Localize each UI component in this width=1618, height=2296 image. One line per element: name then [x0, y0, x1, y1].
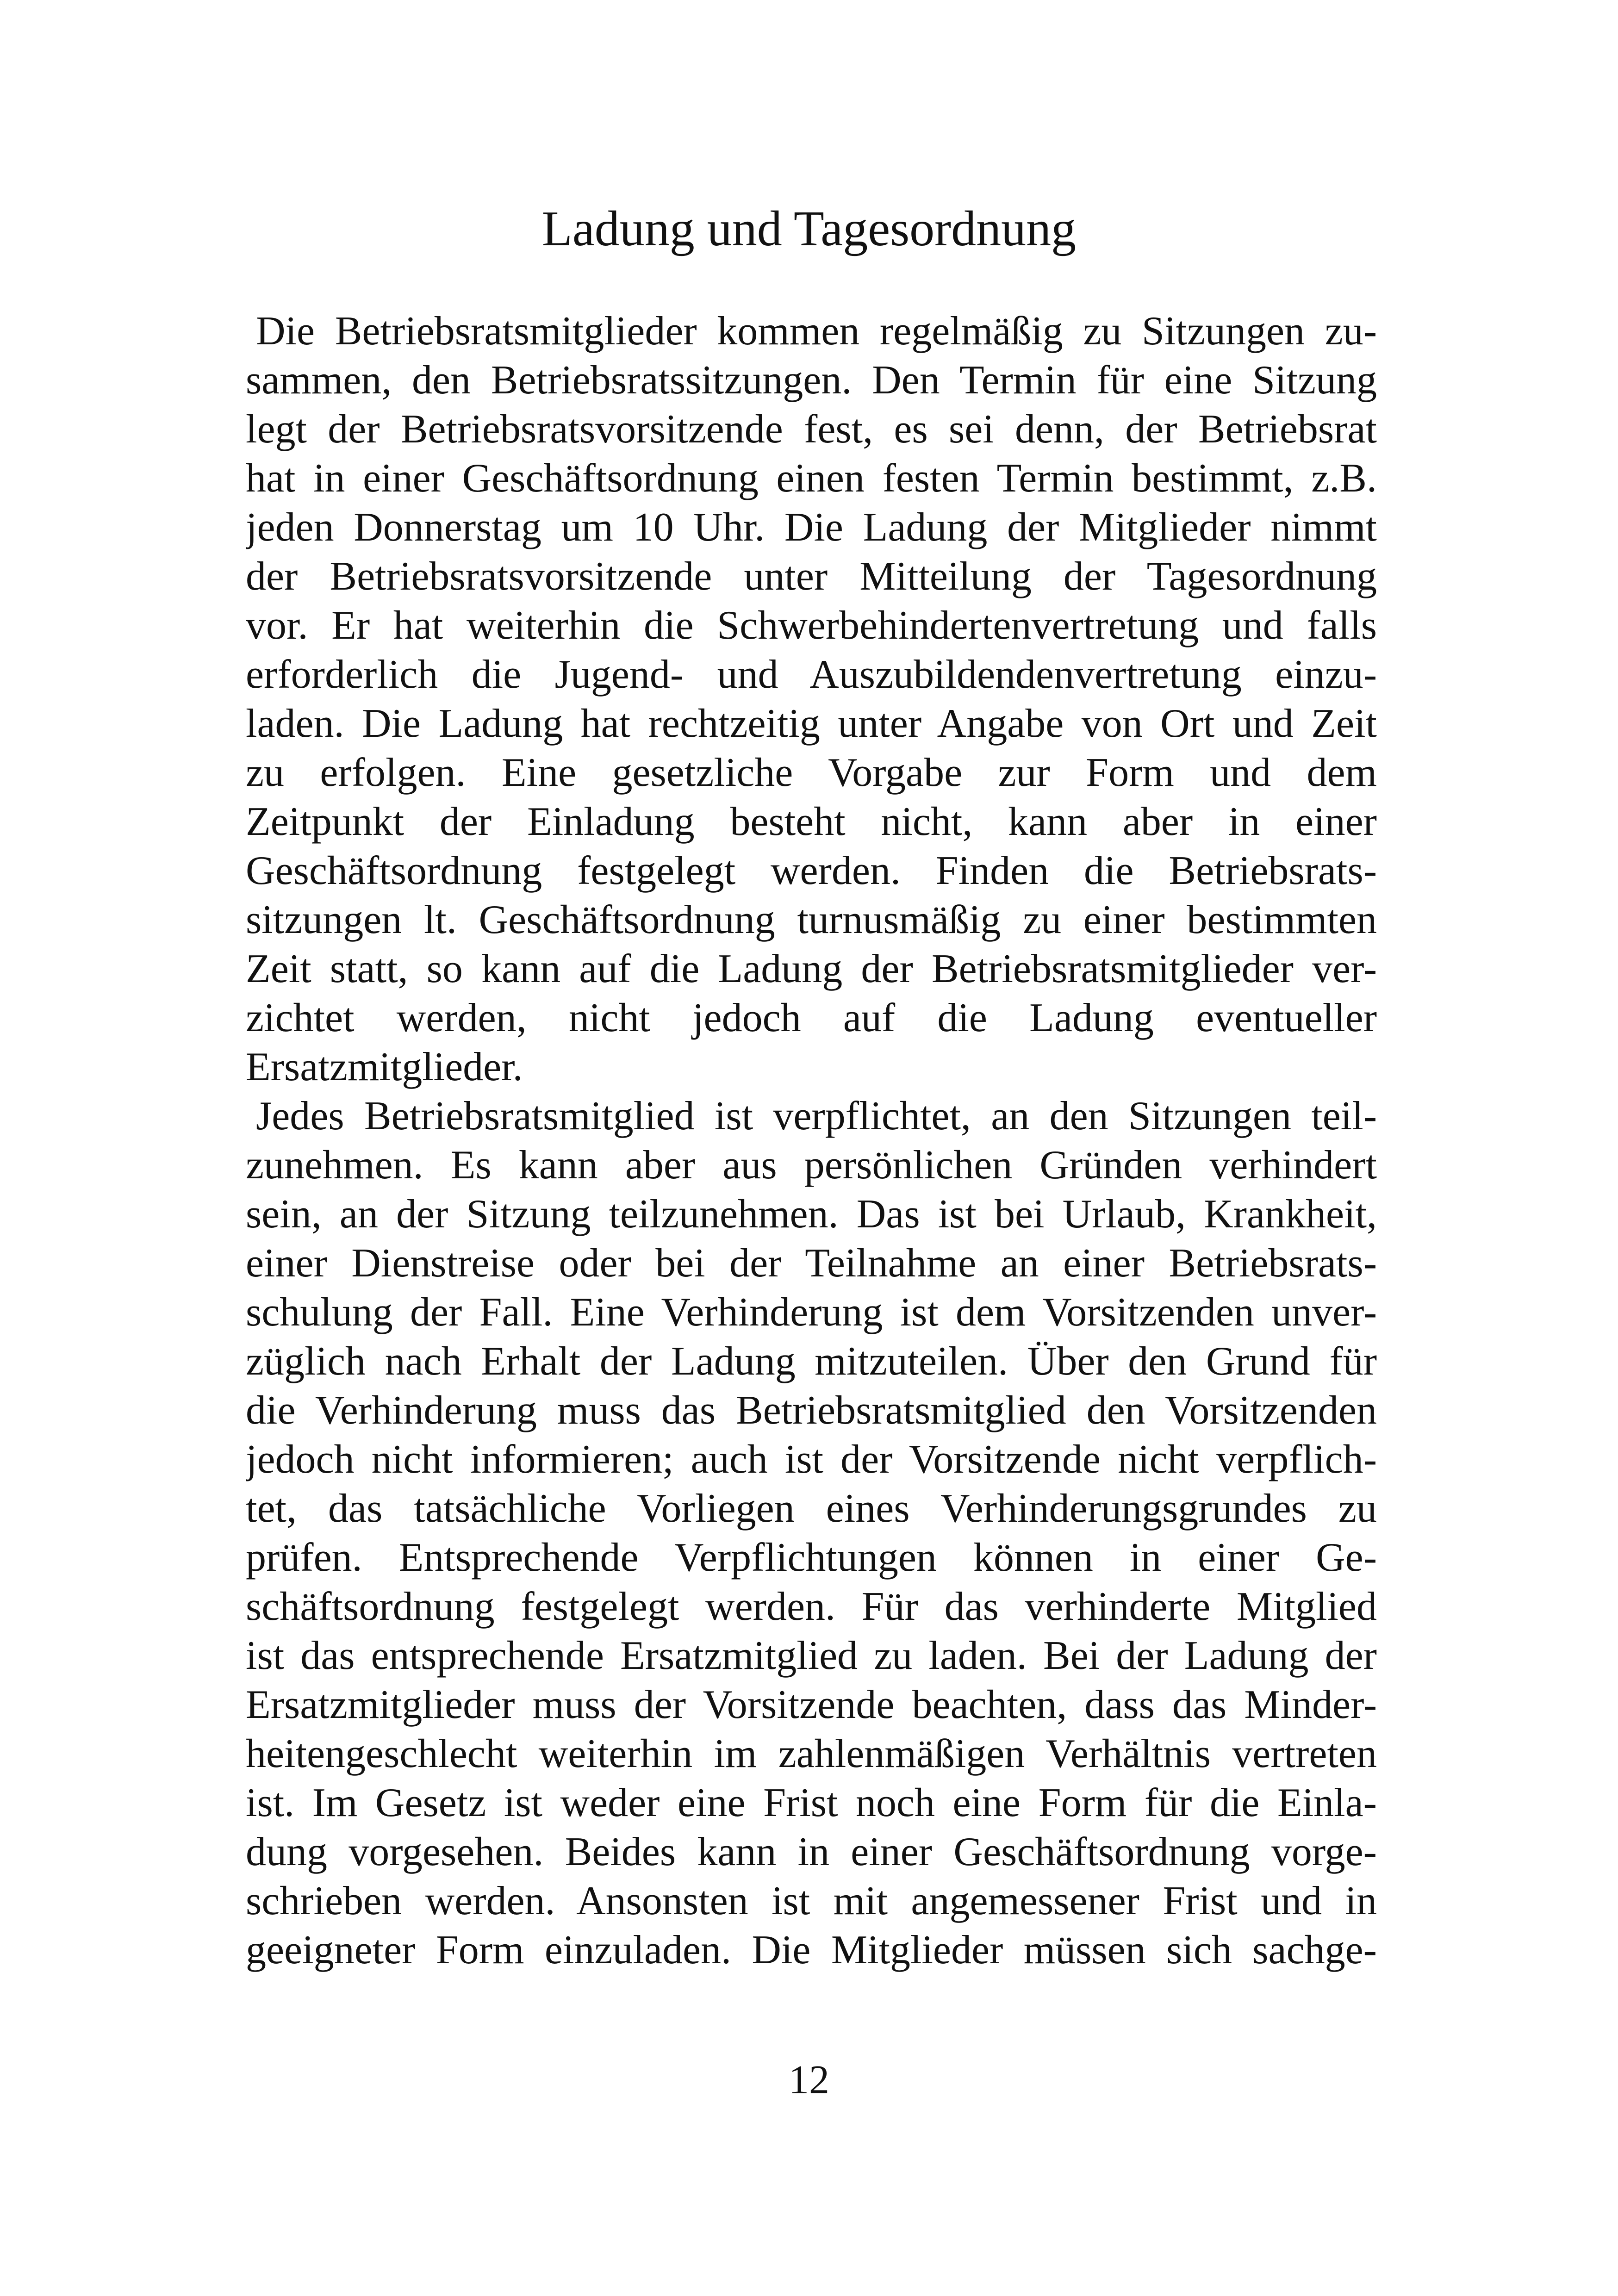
text-line: schrieben werden. Ansonsten ist mit angemessener Frist und in: [246, 1879, 1377, 1923]
text-line: erforderlich die Jugend- und Auszubildendenvertretung einzu-: [246, 652, 1377, 697]
text-line: sitzungen lt. Geschäftsordnung turnusmäßig zu einer bestimmten: [246, 897, 1377, 942]
text-line: prüfen. Entsprechende Verpflichtungen können in einer Ge-: [246, 1535, 1377, 1580]
text-line: jedoch nicht informieren; auch ist der Vorsitzende nicht verpflich-: [246, 1437, 1377, 1482]
text-line: sein, an der Sitzung teilzunehmen. Das ist bei Urlaub, Krankheit,: [246, 1192, 1377, 1237]
text-line: laden. Die Ladung hat rechtzeitig unter Angabe von Ort und Zeit: [246, 701, 1377, 746]
text-line: züglich nach Erhalt der Ladung mitzuteilen. Über den Grund für: [246, 1339, 1377, 1384]
text-line: die Verhinderung muss das Betriebsratsmitglied den Vorsitzenden: [246, 1388, 1377, 1433]
body-text: [246, 307, 1377, 1975]
text-line: vor. Er hat weiterhin die Schwerbehindertenvertretung und falls: [246, 603, 1377, 648]
text-line: heitengeschlecht weiterhin im zahlenmäßigen Verhältnis vertreten: [246, 1731, 1377, 1776]
text-line: dung vorgesehen. Beides kann in einer Geschäftsordnung vorge-: [246, 1829, 1377, 1874]
paragraph-1: [246, 307, 1377, 1092]
text-line: geeigneter Form einzuladen. Die Mitglieder müssen sich sachge-: [246, 1928, 1377, 1972]
text-line: zu erfolgen. Eine gesetzliche Vorgabe zur Form und dem: [246, 750, 1377, 795]
text-line: der Betriebsratsvorsitzende unter Mitteilung der Tagesordnung: [246, 554, 1377, 599]
text-line: ist. Im Gesetz ist weder eine Frist noch eine Form für die Einla-: [246, 1780, 1377, 1825]
text-line: schäftsordnung festgelegt werden. Für das verhinderte Mitglied: [246, 1584, 1377, 1629]
text-line: ist das entsprechende Ersatzmitglied zu laden. Bei der Ladung der: [246, 1633, 1377, 1678]
text-line: tet, das tatsächliche Vorliegen eines Verhinderungsgrundes zu: [246, 1486, 1377, 1531]
text-line: zichtet werden, nicht jedoch auf die Ladung eventueller: [246, 996, 1377, 1040]
text-line: Zeitpunkt der Einladung besteht nicht, kann aber in einer: [246, 799, 1377, 844]
text-line: Ersatzmitglieder muss der Vorsitzende beachten, dass das Minder-: [246, 1682, 1377, 1727]
text-line: Jedes Betriebsratsmitglied ist verpflichtet, an den Sitzungen teil-: [256, 1094, 1377, 1139]
text-line: zunehmen. Es kann aber aus persönlichen Gründen verhindert: [246, 1143, 1377, 1188]
text-line: Geschäftsordnung festgelegt werden. Finden die Betriebsrats-: [246, 848, 1377, 893]
text-line: legt der Betriebsratsvorsitzende fest, es sei denn, der Betriebsrat: [246, 407, 1377, 452]
paragraph-2: [246, 1092, 1377, 1975]
text-line: jeden Donnerstag um 10 Uhr. Die Ladung der Mitglieder nimmt: [246, 505, 1377, 550]
text-line: Ersatzmitglieder.: [246, 1045, 523, 1089]
text-line: Die Betriebsratsmitglieder kommen regelmäßig zu Sitzungen zu-: [256, 309, 1377, 354]
text-line: Zeit statt, so kann auf die Ladung der Betriebsratsmitglieder ver-: [246, 946, 1377, 991]
text-line: schulung der Fall. Eine Verhinderung ist dem Vorsitzenden unver-: [246, 1290, 1377, 1335]
page-title: Ladung und Tagesordnung: [541, 201, 1077, 256]
text-line: sammen, den Betriebsratssitzungen. Den Termin für eine Sitzung: [246, 358, 1377, 403]
page-number: 12: [789, 2058, 829, 2103]
text-line: einer Dienstreise oder bei der Teilnahme an einer Betriebsrats-: [246, 1241, 1377, 1286]
text-line: hat in einer Geschäftsordnung einen festen Termin bestimmt, z.B.: [246, 456, 1377, 501]
